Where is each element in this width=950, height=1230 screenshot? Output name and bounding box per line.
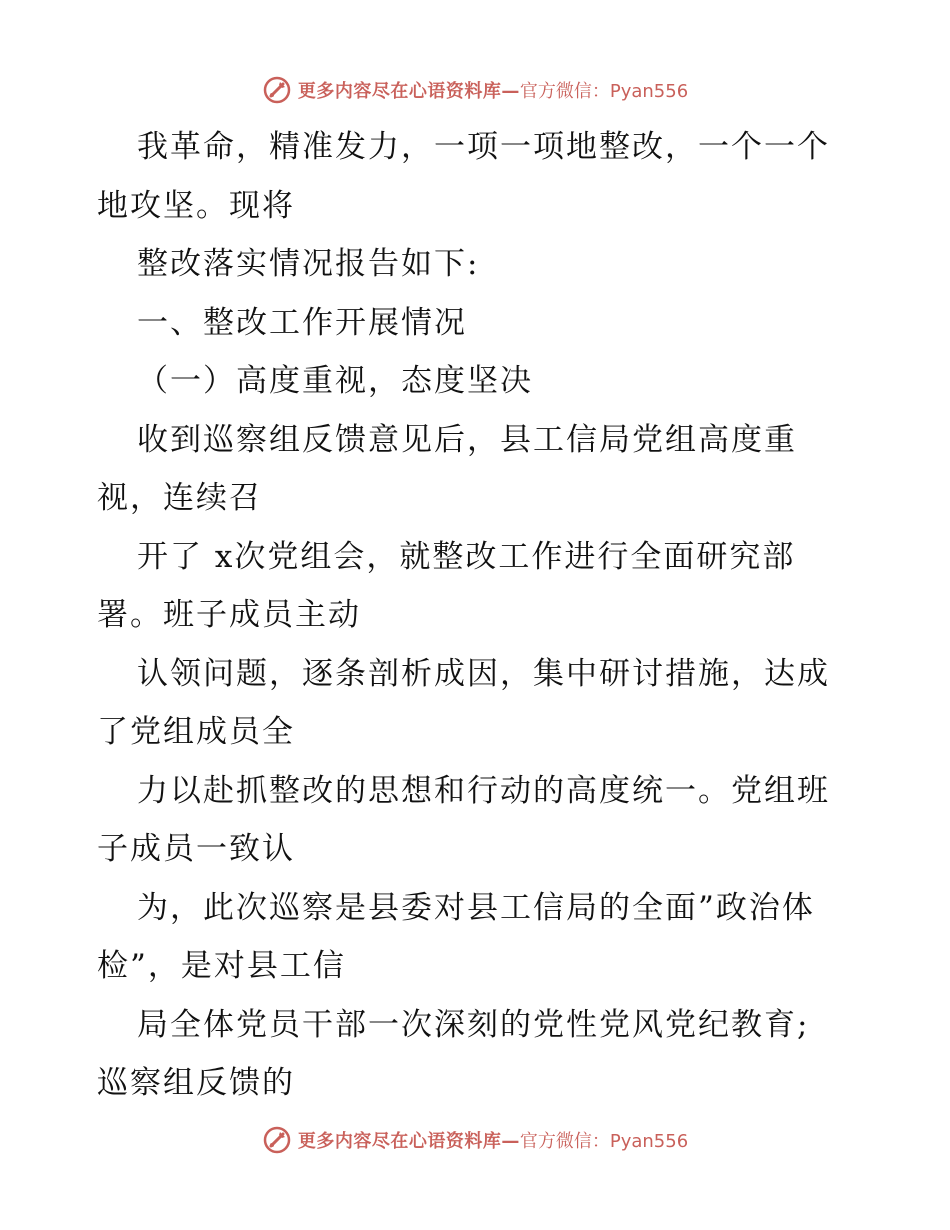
- brand-logo-icon: [262, 1125, 292, 1155]
- body-line: 视，连续召: [97, 480, 262, 516]
- body-line: 我革命，精准发力，一项一项地整改，一个一个: [137, 129, 830, 165]
- footer-banner: [0, 1120, 950, 1160]
- brand-logo-icon: [262, 75, 292, 105]
- body-line: 地攻坚。现将: [97, 187, 295, 224]
- body-line: 巡察组反馈的: [97, 1065, 295, 1101]
- body-line: 开了 x次党组会，就整改工作进行全面研究部: [137, 538, 796, 575]
- body-line: 为，此次巡察是县委对县工信局的全面”政治体: [137, 889, 815, 926]
- subsection-heading: （一）高度重视，态度坚决: [137, 363, 533, 399]
- body-line: 收到巡察组反馈意见后，县工信局党组高度重: [137, 421, 797, 458]
- document-body: [97, 118, 857, 1113]
- header-banner: [0, 70, 950, 110]
- body-line: 子成员一致认: [97, 831, 295, 867]
- body-line: 检”，是对县工信: [97, 948, 346, 984]
- header-banner-wechat: 官方微信：Pyan556: [519, 81, 689, 102]
- body-line: 局全体党员干部一次深刻的党性党风党纪教育;: [137, 1006, 810, 1043]
- footer-banner-text: 更多内容尽在心语资料库—: [297, 1131, 520, 1152]
- body-line: 整改落实情况报告如下:: [137, 246, 480, 282]
- section-heading: 一、整改工作开展情况: [137, 304, 467, 341]
- body-line: 力以赴抓整改的思想和行动的高度统一。党组班: [137, 772, 830, 809]
- footer-banner-wechat: 官方微信：Pyan556: [519, 1131, 689, 1152]
- body-line: 了党组成员全: [97, 714, 295, 750]
- body-line: 认领问题，逐条剖析成因，集中研讨措施，达成: [137, 655, 830, 692]
- header-banner-text: 更多内容尽在心语资料库—: [297, 81, 520, 102]
- body-line: 署。班子成员主动: [97, 597, 361, 633]
